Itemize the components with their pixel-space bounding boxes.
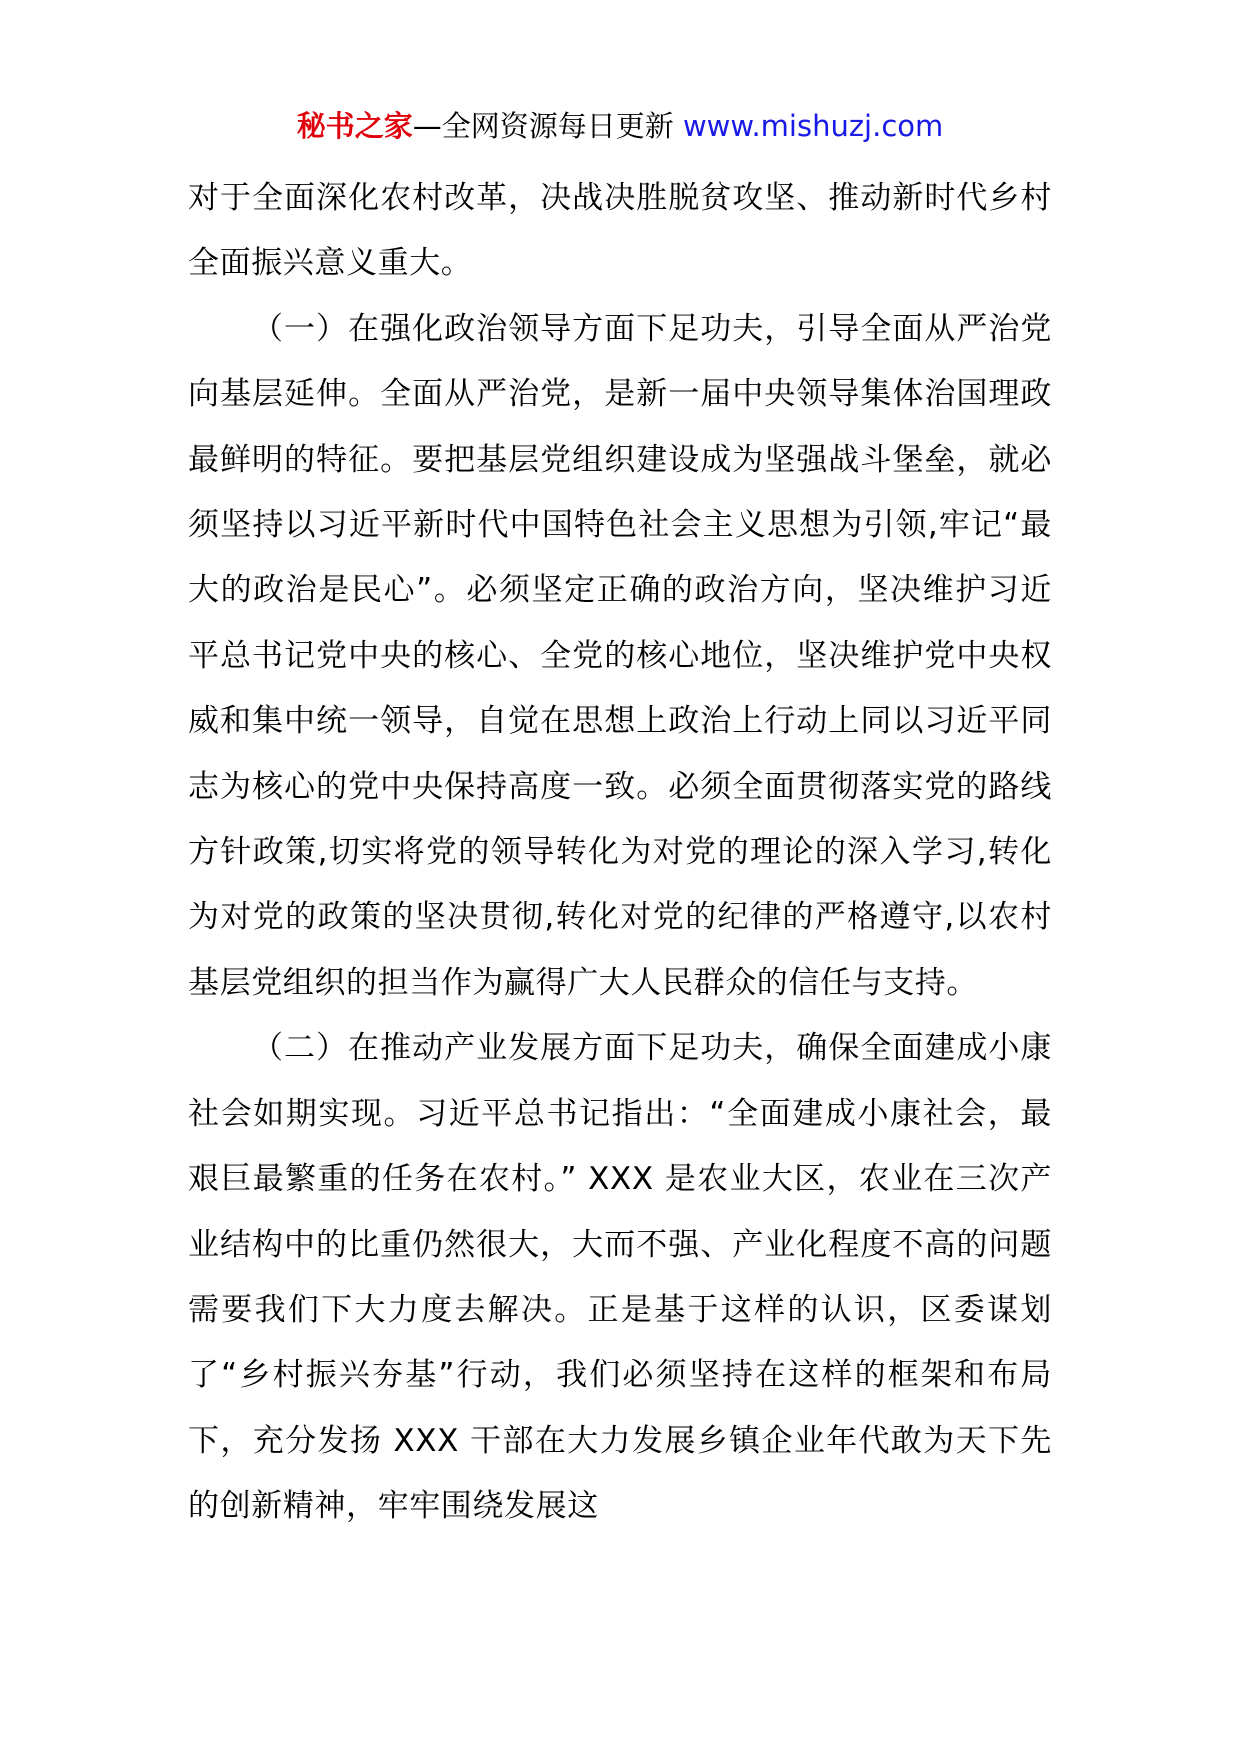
paragraph-section-2: （二）在推动产业发展方面下足功夫，确保全面建成小康社会如期实现。习近平总书记指出：“全面建成小康社会，最艰巨最繁重的任务在农村。” XXX 是农业大区，农业在三次产业结构中的比重仍然很大，大而不强、产业化程度不高的问题需要我们下大力度去解决。正是基于这样的认识，区委谋划了“乡村振兴夯基”行动，我们必须坚持在这样的框架和布局下，充分发扬 XXX 干部在大力发展乡镇企业年代敢为天下先的创新精神，牢牢围绕发展这 [188, 1030, 1052, 1525]
brand-name: 秘书之家 [296, 109, 413, 143]
paragraph-continuation: 对于全面深化农村改革，决战决胜脱贫攻坚、推动新时代乡村全面振兴意义重大。 [188, 180, 1052, 282]
site-header [0, 106, 1240, 146]
document-body [188, 166, 1052, 1540]
paragraph-section-1: （一）在强化政治领导方面下足功夫，引导全面从严治党向基层延伸。全面从严治党，是新一届中央领导集体治国理政最鲜明的特征。要把基层党组织建设成为坚强战斗堡垒，就必须坚持以习近平新时代中国特色社会主义思想为引领,牢记“最大的政治是民心”。必须坚定正确的政治方向，坚决维护习近平总书记党中央的核心、全党的核心地位，坚决维护党中央权威和集中统一领导，自觉在思想上政治上行动上同以习近平同志为核心的党中央保持高度一致。必须全面贯彻落实党的路线方针政策,切实将党的领导转化为对党的理论的深入学习,转化为对党的政策的坚决贯彻,转化对党的纪律的严格遵守,以农村基层党组织的担当作为赢得广大人民群众的信任与支持。 [188, 310, 1052, 1001]
header-tagline: —全网资源每日更新 [412, 109, 683, 143]
header-url-link[interactable]: www.mishuzj.com [682, 109, 944, 143]
